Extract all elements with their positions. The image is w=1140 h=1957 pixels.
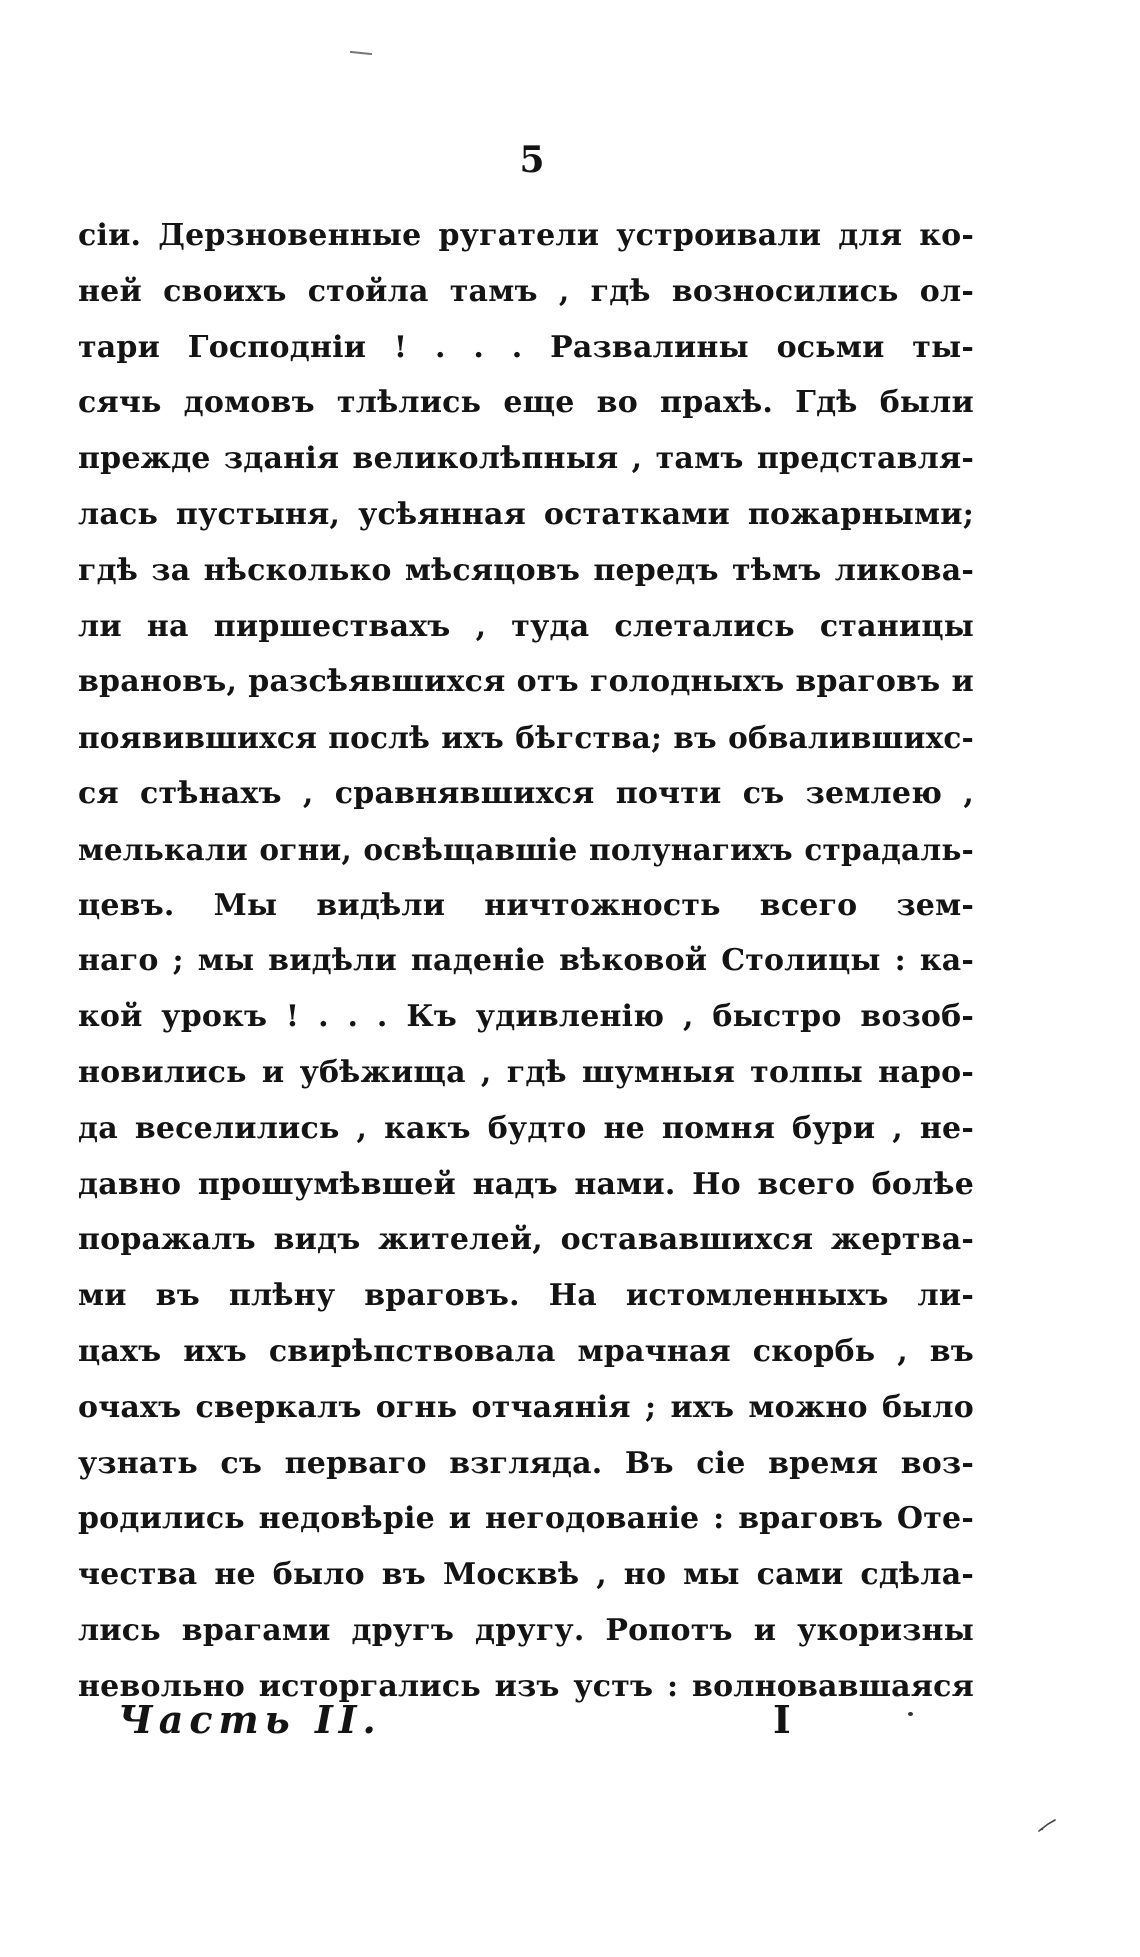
text-line: поражалъ видъ жителей, остававшихся жертва- <box>78 1222 974 1258</box>
text-line: сіи. Дерзновенные ругатели устроивали для ко- <box>78 218 974 253</box>
signature-mark: Часть II. <box>118 1697 382 1742</box>
sheet-mark: I <box>773 1697 791 1742</box>
text-line: наго ; мы видѣли паденіе вѣковой Столицы : ка- <box>78 943 974 979</box>
page-number-label: 5 <box>519 139 545 181</box>
text-line: появившихся послѣ ихъ бѣгства; въ обвалившихс- <box>78 720 974 756</box>
text-line: тари Господніи ! . . . Развалины осьми ты- <box>78 329 974 365</box>
text-line: новились и убѣжища , гдѣ шумныя толпы наро- <box>78 1054 974 1090</box>
text-line: прежде зданія великолѣпныя , тамъ представля- <box>78 441 974 477</box>
text-line: да веселились , какъ будто не помня бури , не- <box>78 1110 974 1146</box>
text-line: узнать съ перваго взгляда. Въ сіе время воз- <box>78 1445 974 1481</box>
text-line: кой урокъ ! . . . Къ удивленію , быстро возоб- <box>78 999 974 1035</box>
text-line: цевъ. Мы видѣли ничтожность всего зем- <box>78 887 974 923</box>
body-text <box>78 208 974 1715</box>
text-line: родились недовѣріе и негодованіе : враговъ Оте- <box>78 1501 974 1537</box>
text-line: ся стѣнахъ , сравнявшихся почти съ землею , <box>78 775 974 811</box>
text-line: врановъ, разсѣявшихся отъ голодныхъ враговъ и <box>78 664 974 700</box>
text-line: давно прошумѣвшей надъ нами. Но всего болѣе <box>78 1166 974 1202</box>
text-line: ней своихъ стойла тамъ , гдѣ возносились ол- <box>78 273 974 309</box>
page-footer <box>118 1690 938 1750</box>
text-line: гдѣ за нѣсколько мѣсяцовъ передъ тѣмъ ликова- <box>78 552 974 588</box>
corner-scratch-mark <box>1038 1818 1056 1832</box>
text-line: чества не было въ Москвѣ , но мы сами сдѣла- <box>78 1557 974 1593</box>
text-line: сячь домовъ тлѣлись еще во прахѣ. Гдѣ были <box>78 385 974 421</box>
text-line: лась пустыня, усѣянная остатками пожарными; <box>78 496 974 532</box>
ink-speck <box>908 1712 913 1716</box>
top-margin-mark <box>350 51 372 55</box>
text-line: очахъ сверкалъ огнь отчаянія ; ихъ можно было <box>78 1389 974 1425</box>
text-line: ли на пиршествахъ , туда слетались станицы <box>78 608 974 644</box>
text-line: цахъ ихъ свирѣпствовала мрачная скорбь , въ <box>78 1333 974 1369</box>
text-line: лись врагами другъ другу. Ропотъ и укоризны <box>78 1612 974 1648</box>
page-number <box>0 140 1140 180</box>
text-line: мелькали огни, освѣщавшіе полунагихъ страдаль- <box>78 831 974 867</box>
text-line: невольно исторгались изъ устъ : волновавшаяся <box>78 1668 974 1704</box>
text-line: ми въ плѣну враговъ. На истомленныхъ ли- <box>78 1278 974 1314</box>
